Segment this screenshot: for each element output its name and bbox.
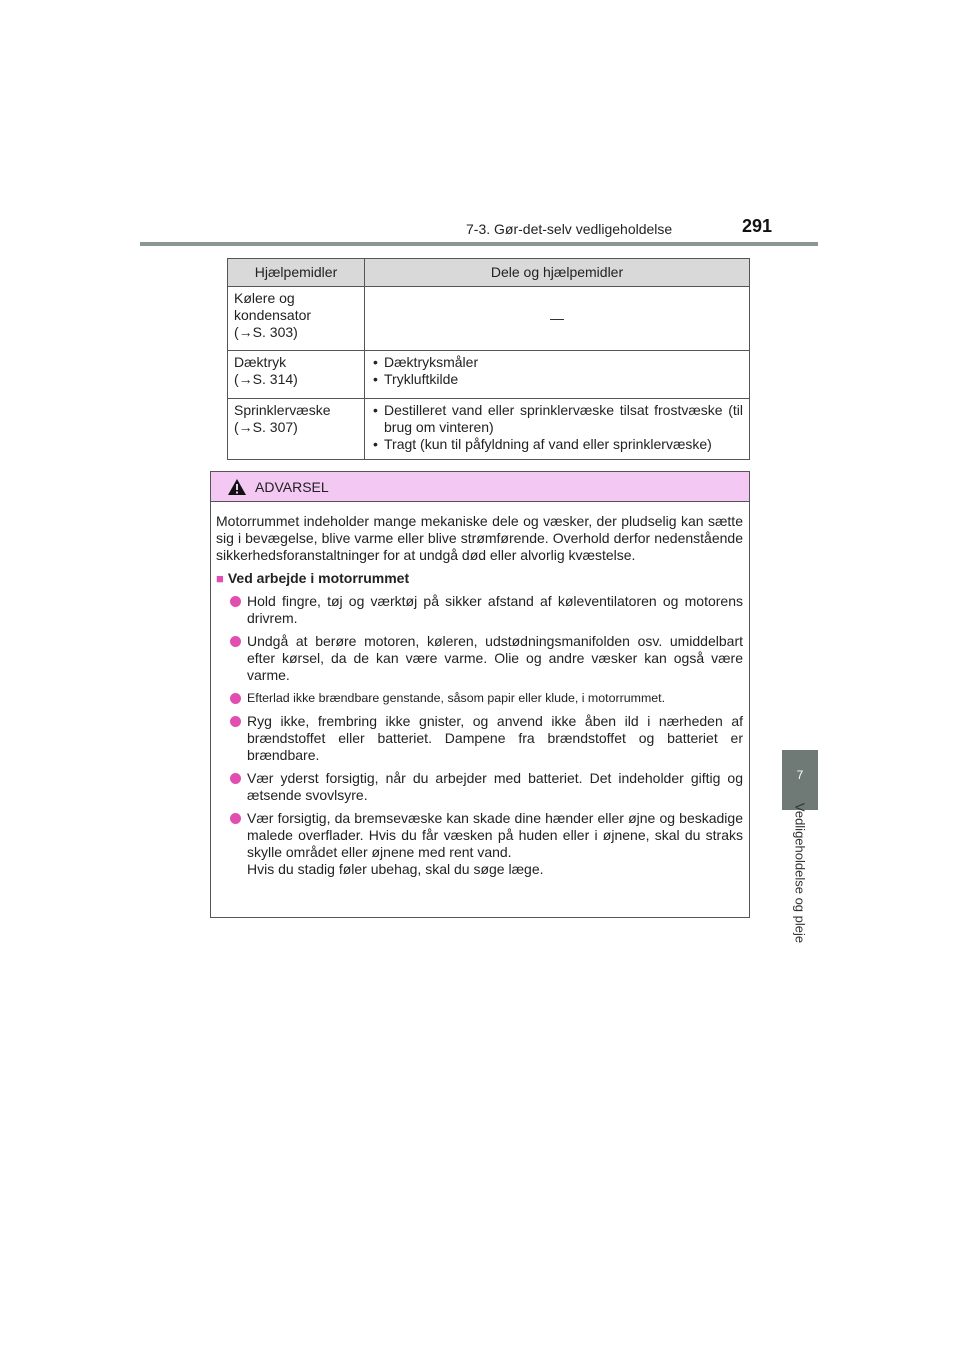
list-item: • Destilleret vand eller sprinklervæske tilsat frostvæske (til brug om vinteren) [371, 402, 743, 436]
warning-list [216, 593, 743, 878]
warning-icon [227, 478, 247, 496]
warning-box [210, 471, 750, 918]
warning-body [211, 502, 749, 878]
list-item: • Tragt (kun til påfyldning af vand eller sprinklervæske) [371, 436, 743, 453]
list-item-text: Hold fingre, tøj og værktøj på sikker afstand af køleventilatoren og motorens drivrem. [247, 593, 743, 626]
square-bullet-icon: ■ [216, 571, 224, 586]
section-title: 7-3. Gør-det-selv vedligeholdelse [466, 221, 673, 237]
item-line: (→S. 303) [234, 324, 298, 340]
list-item-text: Vær yderst forsigtig, når du arbejder med batteriet. Det indeholder giftig og ætsende svovlsyre. [247, 770, 743, 803]
bullet-dot-icon [230, 636, 241, 647]
table-cell-parts [365, 351, 750, 399]
table-row [228, 399, 750, 460]
list-item-text: Vær forsigtig, da bremsevæske kan skade dine hænder eller øjne og beskadige malede overflader. Hvis du får væsken på huden eller i øjnene, skal du straks skylle området eller øjnene med rent vand. [247, 810, 743, 860]
bullet-dot-icon [230, 596, 241, 607]
chapter-tab[interactable] [782, 750, 818, 810]
section-heading-text: Ved arbejde i motorrummet [227, 570, 410, 586]
list-item [216, 810, 743, 878]
list-item: • Dæktryksmåler [371, 354, 743, 371]
warning-title: ADVARSEL [255, 479, 329, 495]
tools-table [227, 258, 750, 460]
list-item-text: Undgå at berøre motoren, køleren, udstødningsmanifolden osv. umiddelbart efter kørsel, da de kan være varme. Olie og andre væsker kan også være varme. [247, 633, 743, 683]
list-item-text: Efterlad ikke brændbare genstande, såsom papir eller klude, i motorrummet. [247, 691, 666, 705]
empty-dash: — [550, 309, 564, 326]
list-item-text-continued: Hvis du stadig føler ubehag, skal du søge læge. [247, 861, 544, 877]
column-header-tools: Hjælpemidler [228, 259, 365, 287]
column-header-parts: Dele og hjælpemidler [365, 259, 750, 287]
bullet-dot-icon [230, 716, 241, 727]
chapter-label: Vedligeholdelse og pleje [792, 802, 808, 944]
item-line: (→S. 307) [234, 419, 298, 435]
list-item [216, 633, 743, 684]
item-line: (→S. 314) [234, 371, 298, 387]
table-cell-parts [365, 287, 750, 351]
table-row [228, 287, 750, 351]
chapter-number: 7 [796, 768, 804, 782]
list-item: • Trykluftkilde [371, 371, 743, 388]
list-item-text: Ryg ikke, frembring ikke gnister, og anvend ikke åben ild i nærheden af brændstoffet eller batteriet. Dampene fra brændstoffet og batteriet er brændbare. [247, 713, 743, 763]
bullet-dot-icon [230, 693, 241, 704]
warning-header [211, 472, 749, 502]
page-number: 291 [742, 216, 773, 236]
list-item [216, 690, 743, 707]
list-item [216, 770, 743, 804]
item-line: Dæktryk [234, 354, 287, 370]
table-cell-item [228, 399, 365, 460]
table-cell-item [228, 287, 365, 351]
warning-section-heading [216, 570, 743, 587]
warning-intro: Motorrummet indeholder mange mekaniske dele og væsker, der pludselig kan sætte sig i bevægelse, blive varme eller blive strømførende. Overhold derfor nedenstående sikkerhedsforanstaltninger for at undgå død eller alvorlig kvæstelse. [216, 513, 743, 563]
bullet-dot-icon [230, 813, 241, 824]
item-line: Sprinklervæske [234, 402, 331, 418]
list-item [216, 593, 743, 627]
header-rule [140, 242, 818, 246]
list-item [216, 713, 743, 764]
bullet-dot-icon [230, 773, 241, 784]
table-cell-item [228, 351, 365, 399]
item-line: kondensator [234, 307, 312, 323]
item-line: Kølere og [234, 290, 295, 306]
table-cell-parts [365, 399, 750, 460]
table-row [228, 351, 750, 399]
